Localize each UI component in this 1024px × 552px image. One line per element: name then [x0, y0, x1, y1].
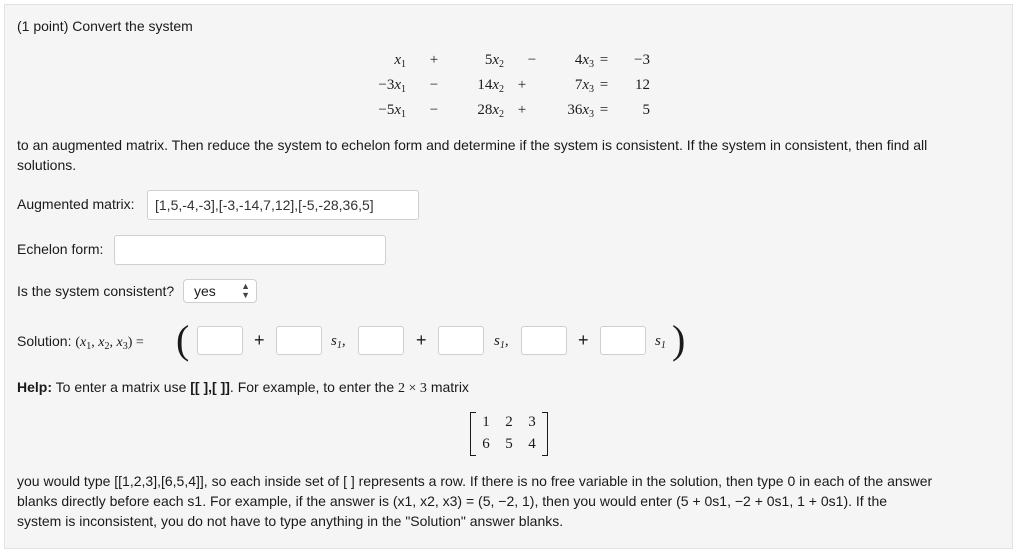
- help-text: To enter a matrix use: [55, 379, 187, 395]
- matrix-cell: 4: [528, 436, 536, 452]
- system-cell: $-5x_1$: [378, 102, 406, 120]
- matrix-cell: 3: [528, 414, 536, 430]
- system-cell: =: [599, 52, 609, 68]
- system-cell: +: [429, 52, 439, 68]
- system-cell: −: [429, 77, 439, 93]
- solution-tuple: ($x_1$, $x_2$, $x_3$) =: [75, 335, 144, 352]
- matrix-cell: 6: [482, 436, 490, 452]
- help-dimensions: 2 × 3: [398, 381, 427, 396]
- system-cell: =: [599, 102, 609, 118]
- help-line-3: blanks directly before each s1. For example, if the answer is (x1, x2, x3) = (5, −2, 1), then you would enter (5 + 0s1, −2 + 0s1, 1 + 0s1). If the: [17, 493, 888, 509]
- augmented-matrix-label: Augmented matrix:: [17, 196, 135, 212]
- right-bracket: [542, 412, 548, 456]
- solution-x3-constant[interactable]: [521, 326, 567, 355]
- help-syntax: [[ ],[ ]]: [190, 379, 230, 395]
- echelon-form-label: Echelon form:: [17, 241, 104, 257]
- augmented-matrix-input[interactable]: [1,5,-4,-3],[-3,-14,7,12],[-5,-28,36,5]: [147, 190, 419, 220]
- matrix-cell: 2: [505, 414, 513, 430]
- system-cell: −: [429, 102, 439, 118]
- help-text: . For example, to enter the: [229, 379, 395, 395]
- matrix-cell: 1: [482, 414, 490, 430]
- solution-label-text: Solution:: [17, 333, 72, 349]
- system-cell: $5x_2$: [484, 52, 504, 70]
- free-variable-label: $s_1$: [655, 333, 666, 351]
- consistency-label: Is the system consistent?: [17, 283, 175, 299]
- solution-x2-coefficient[interactable]: [438, 326, 484, 355]
- left-bracket: [470, 412, 476, 456]
- system-cell: $4x_3$: [574, 52, 594, 70]
- help-line-1: [17, 377, 469, 399]
- consistency-selected-value: yes: [194, 283, 216, 299]
- system-cell: $7x_3$: [574, 77, 594, 95]
- solution-x1-coefficient[interactable]: [276, 326, 322, 355]
- plus-sign: +: [254, 330, 265, 350]
- system-cell: $36x_3$: [567, 102, 594, 120]
- solution-label: [17, 331, 144, 353]
- system-cell: +: [517, 77, 527, 93]
- system-cell: $x_1$: [394, 52, 406, 70]
- plus-sign: +: [578, 330, 589, 350]
- question-title: (1 point) Convert the system: [17, 18, 193, 34]
- system-cell: 5: [642, 102, 650, 118]
- system-cell: −: [527, 52, 537, 68]
- select-arrows-icon: ▲ ▼: [241, 281, 250, 300]
- echelon-form-input[interactable]: [114, 235, 386, 265]
- free-variable-label: $s_1$,: [331, 333, 346, 351]
- matrix-cell: 5: [505, 436, 513, 452]
- instructions-line-1: to an augmented matrix. Then reduce the system to echelon form and determine if the system is consistent. If the system in consistent, then find all: [17, 137, 928, 153]
- system-cell: $14x_2$: [477, 77, 504, 95]
- help-line-2: you would type [[1,2,3],[6,5,4]], so each inside set of [ ] represents a row. If there is no free variable in the solution, then type 0 in each of the answer: [17, 473, 933, 489]
- consistency-select[interactable]: [183, 279, 257, 303]
- instructions-line-2: solutions.: [17, 157, 77, 173]
- solution-x1-constant[interactable]: [197, 326, 243, 355]
- plus-sign: +: [416, 330, 427, 350]
- help-label: Help:: [17, 379, 52, 395]
- solution-x3-coefficient[interactable]: [600, 326, 646, 355]
- system-cell: 12: [635, 77, 650, 93]
- system-cell: $28x_2$: [477, 102, 504, 120]
- close-paren: ): [672, 317, 686, 362]
- system-cell: −3: [634, 52, 650, 68]
- system-cell: =: [599, 77, 609, 93]
- free-variable-label: $s_1$,: [494, 333, 509, 351]
- open-paren: (: [176, 317, 190, 362]
- system-cell: +: [517, 102, 527, 118]
- solution-x2-constant[interactable]: [358, 326, 404, 355]
- help-text: matrix: [430, 379, 469, 395]
- help-line-4: system is inconsistent, you do not have to type anything in the "Solution" answer blanks.: [17, 513, 564, 529]
- problem-panel: [4, 4, 1013, 549]
- system-cell: $-3x_1$: [378, 77, 406, 95]
